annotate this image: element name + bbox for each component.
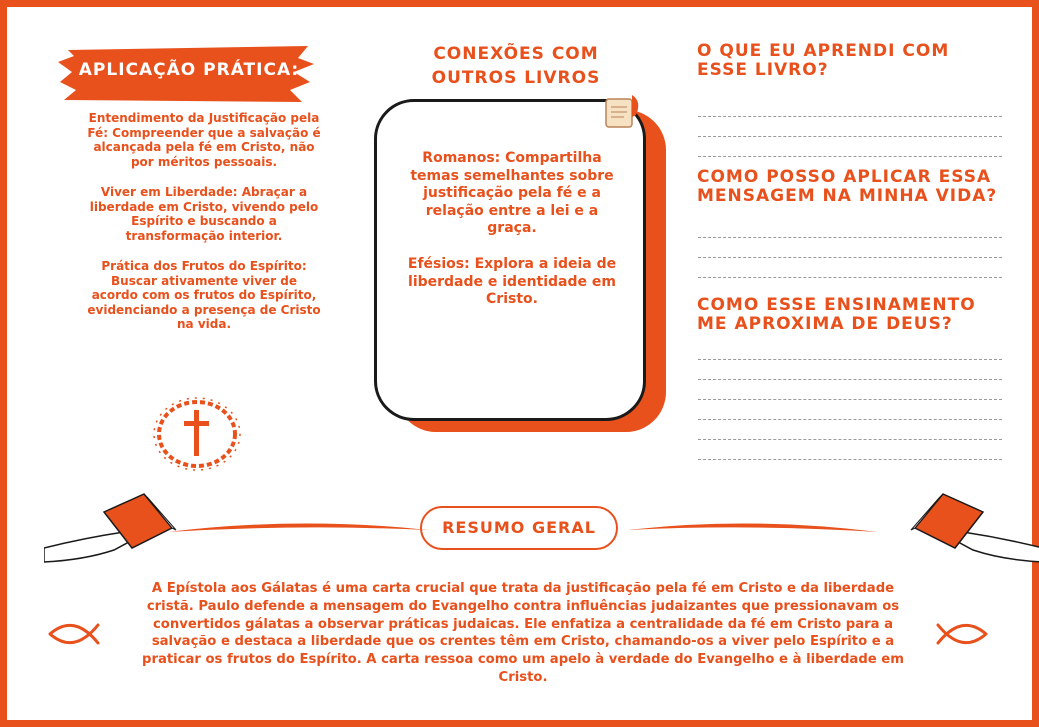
list-item: Viver em Liberdade: Abraçar a liberdade em Cristo, vivendo pelo Espírito e buscando a transformação interior.	[89, 185, 319, 243]
summary-title: RESUMO GERAL	[420, 506, 618, 550]
question-apply: COMO POSSO APLICAR ESSA MENSAGEM NA MINHA VIDA?	[697, 167, 998, 206]
list-item: Entendimento da Justificação pela Fé: Compreender que a salvação é alcançada pela fé em Cristo, não por méritos pessoais.	[87, 111, 321, 169]
scroll-quill-icon	[598, 91, 644, 131]
list-item: Romanos: Compartilha temas semelhantes sobre justificação pela fé e a relação entre a lei e a graça.	[410, 150, 614, 237]
question-closer-to-god: COMO ESSE ENSINAMENTO ME APROXIMA DE DEUS?	[697, 295, 976, 334]
crown-of-thorns-cross-icon	[151, 394, 243, 472]
question-learned: O QUE EU APRENDI COM ESSE LIVRO?	[697, 41, 950, 80]
list-item: Prática dos Frutos do Espírito: Buscar ativamente viver de acordo com os frutos do Espírito, evidenciando a presença de Cristo na vida.	[87, 259, 321, 331]
answer-lines-3	[698, 340, 1002, 460]
practical-application-title: APLICAÇÃO PRÁTICA:	[78, 60, 300, 80]
connections-title: CONEXÕES COM OUTROS LIVROS	[431, 44, 601, 88]
ichthys-fish-icon	[924, 617, 990, 651]
answer-lines-2	[698, 218, 1002, 278]
ichthys-fish-icon	[46, 617, 112, 651]
practical-application-list	[86, 111, 322, 348]
answer-lines-1	[698, 97, 1002, 157]
decorative-swoosh-right	[628, 520, 878, 540]
list-item: Efésios: Explora a ideia de liberdade e identidade em Cristo.	[407, 255, 617, 308]
decorative-swoosh-left	[168, 520, 428, 540]
connections-text	[406, 150, 618, 327]
summary-text: A Epístola aos Gálatas é uma carta crucial que trata da justificação pela fé em Cristo e da liberdade cristã. Paulo defende a mensagem do Evangelho contra influências judaizantes que pressionavam os convertidos gálatas a observar práticas judaicas. Ele enfatiza a centralidade da fé em Cristo para a salvação e destaca a liberdade que os crentes têm em Cristo, chamando-os a viver pelo Espírito e a praticar os frutos do Espírito. A carta ressoa como um apelo à verdade do Evangelho e à liberdade em Cristo.	[142, 581, 904, 685]
hand-holding-book-icon	[878, 490, 1039, 570]
